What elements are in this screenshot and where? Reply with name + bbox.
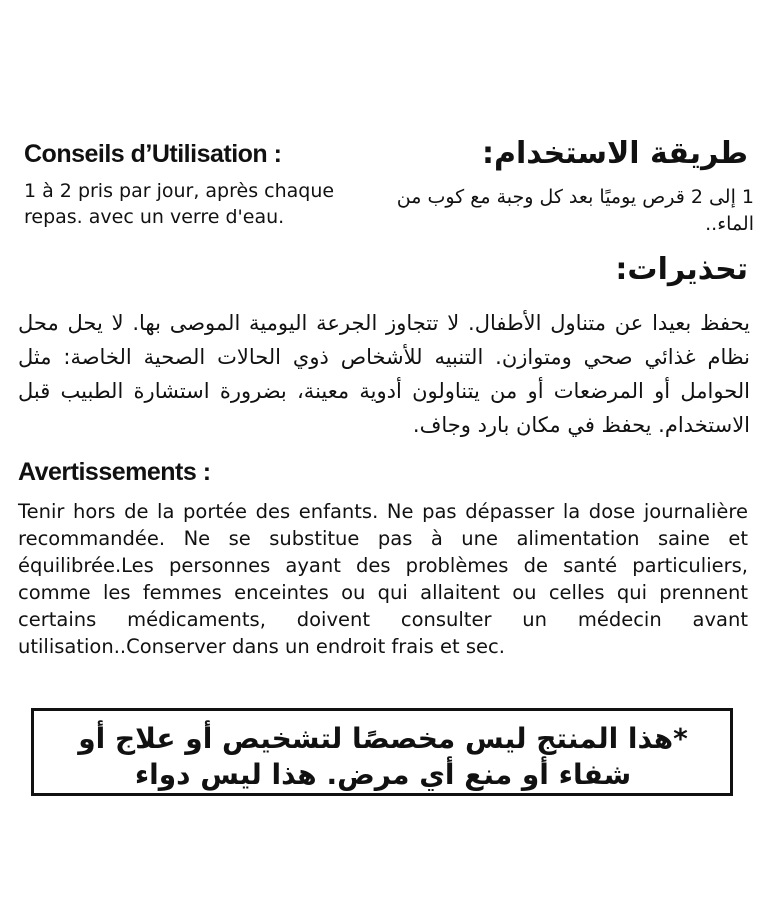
warnings-text-fr: Tenir hors de la portée des enfants. Ne pas dépasser la dose journalière recommandée. Ne se substitue pas à une alimentation saine et équilibrée.Les personnes ayant des problèmes de santé particuliers, comme les femmes enceintes ou qui allaitent ou celles qui prennent certains médicaments, doivent consulter un médecin avant utilisation..Conserver dans un endroit frais et sec. bbox=[18, 500, 748, 658]
usage-title-fr: Conseils d’Utilisation : bbox=[24, 140, 282, 168]
disclaimer-text: *هذا المنتج ليس مخصصًا لتشخيص أو علاج أو شفاء أو منع أي مرض. هذا ليس دواء bbox=[78, 722, 688, 791]
warnings-title-fr: Avertissements : bbox=[18, 458, 211, 486]
warnings-text-ar: يحفظ بعيدا عن متناول الأطفال. لا تتجاوز الجرعة اليومية الموصى بها. لا يحل محل نظام غذائي صحي ومتوازن. التنبيه للأشخاص ذوي الحالات الصحية الخاصة: مثل الحوامل أو المرضعات أو من يتناولون أدوية معينة، بضرورة استشارة الطبيب قبل الاستخدام. يحفظ في مكان بارد وجاف. bbox=[18, 311, 750, 437]
usage-text-fr: 1 à 2 pris par jour, après chaque repas. avec un verre d'eau. bbox=[24, 180, 335, 228]
warnings-title-ar: تحذيرات: bbox=[615, 252, 748, 287]
usage-text-ar: 1 إلى 2 قرص يوميًا بعد كل وجبة مع كوب من الماء.. bbox=[396, 186, 754, 235]
disclaimer-box bbox=[31, 708, 733, 796]
usage-title-ar: طريقة الاستخدام: bbox=[481, 136, 748, 171]
